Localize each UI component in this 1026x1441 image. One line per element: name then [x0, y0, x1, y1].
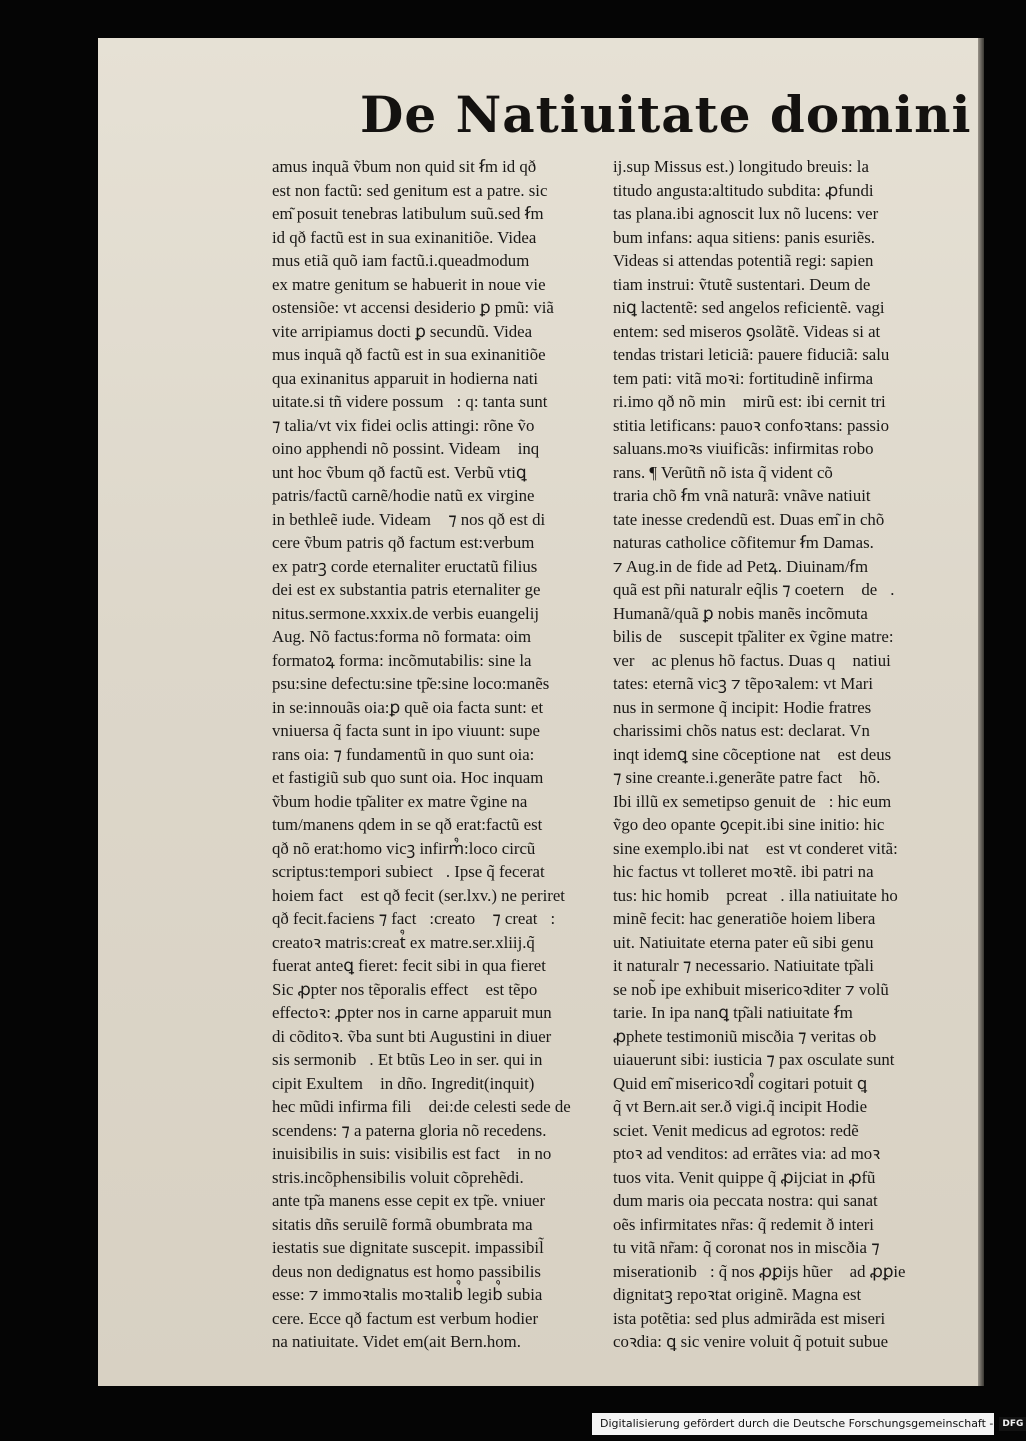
- text-line: q̃ vt Bern.ait ser.ð vigi.q̃ incipit Hodie: [613, 1097, 868, 1116]
- text-line: in se:innouãs oia:ꝑ quẽ oia facta sunt: et: [272, 697, 544, 717]
- text-line: tiam instrui: ṽtutẽ sustentari. Deum de: [613, 274, 871, 294]
- text-line: traria chõ ẜm vnã naturã: vnãve natiuit: [613, 486, 871, 505]
- text-line: di cõditoꝛ. ṽba sunt bti Augustini in diuer: [272, 1026, 552, 1046]
- text-line: sine exemplo.ibi nat᷒ est vt conderet vitã:: [613, 838, 898, 858]
- text-line: bilis de᷒ suscepit tp͂aliter ex ṽgine matre:: [613, 627, 894, 646]
- text-line: saluans.moꝛs viuificãs: infirmitas robo: [613, 439, 874, 458]
- text-line: tus: hic homib᷒ pcreat᷒. illa natiuitate ho: [613, 885, 898, 905]
- text-line: ostensiõe: vt accensi desiderio ꝑ pmũ: viã: [272, 298, 554, 317]
- text-line: rans oia: ⁊ fundamentũ in quo sunt oia:: [272, 744, 535, 764]
- page-edge: [978, 38, 984, 1386]
- text-line: tem pati: vitã moꝛi: fortitudinẽ infirma: [613, 368, 874, 388]
- text-line: scriptus:tempori subiect᷒. Ipse q̃ fecerat: [272, 862, 545, 881]
- text-line: ⁊ talia/vt vix fidei oclis attingi: rõne ṽo: [272, 415, 535, 435]
- text-line: inqt idemꝗ sine cõceptione nat᷒ est deus: [613, 744, 892, 764]
- text-line: cere ṽbum patris qð factum est:verbum: [272, 533, 535, 552]
- text-line: creatoꝛ matris:creat᷒ ex matre.ser.xliij.q̃: [272, 932, 535, 952]
- text-line: nitus.sermone.xxxix.de verbis euangelij: [272, 603, 540, 623]
- text-line: ex matre genitum se habuerit in noue vie: [272, 274, 546, 294]
- text-line: uit. Natiuitate eterna pater eũ sibi genu: [613, 932, 874, 952]
- text-line: sciet. Venit medicus ad egrotos: redẽ: [613, 1120, 859, 1140]
- text-line: qð fecit.faciens ⁊ fact᷒:creatoꝛ ⁊ creat᷒:: [272, 909, 556, 928]
- text-line: fuerat anteꝗ fieret: fecit sibi in qua fieret: [272, 956, 546, 975]
- text-line: iestatis sue dignitate suscepit. impassibil̃: [272, 1238, 544, 1257]
- text-line: uitate.si tñ videre possum᷒: q: tanta sunt: [272, 392, 548, 411]
- text-line: Ibi illũ ex semetipso genuit de᷒: hic eum: [613, 791, 892, 811]
- text-line: cipit Exultem᷒ in dño. Ingredit(inquit): [272, 1073, 535, 1093]
- text-line: unt hoc ṽbum qð factũ est. Verbũ vtiꝗ: [272, 462, 527, 482]
- text-line: dignitatꝫ repoꝛtat originẽ. Magna est: [613, 1285, 862, 1304]
- text-line: ⁊ Aug.in de fide ad Petꝝ. Diuinam/ẜm: [613, 556, 869, 576]
- text-line: ꝓphete testimoniũ miscðia ⁊ veritas ob: [613, 1026, 877, 1046]
- text-line: Aug. Nõ factus:forma nõ formata: oim: [272, 627, 532, 646]
- text-line: ⁊ sine creante.i.generãte patre fact᷒ hõ.: [613, 768, 881, 787]
- text-line: formatoꝝ forma: incõmutabilis: sine la: [272, 650, 532, 670]
- right-text-column: [613, 155, 958, 1354]
- text-line: deus non dedignatus est homo passibilis: [272, 1261, 541, 1281]
- text-line: Sic ꝓpter nos tẽporalis effect᷒ est tẽpoꝝ: [272, 979, 551, 999]
- text-line: quã est pñi naturalr eq̃lis ⁊ coetern᷒ de᷒.: [613, 580, 895, 599]
- text-line: Humanã/quã ꝑ nobis manẽs incõmuta: [613, 603, 868, 623]
- text-line: hoiem fact᷒ est qð fecit (ser.lxv.) ne periret: [272, 885, 565, 905]
- text-line: oẽs infirmitates nr̃as: q̃ redemit ð interi: [613, 1214, 874, 1234]
- text-line: uiauerunt sibi: iusticia ⁊ pax osculate sunt: [613, 1050, 895, 1069]
- dfg-logo: DFG: [999, 1417, 1026, 1431]
- text-line: inuisibilis in suis: visibilis est fact᷒ in no: [272, 1144, 552, 1163]
- text-line: sitatis dñs seruilẽ formã obumbrata ma: [272, 1214, 533, 1234]
- text-line: ex patrꝫ corde eternaliter eructatũ filius: [272, 556, 538, 576]
- text-line: se nob̃ ipe exhibuit misericoꝛditer ⁊ volũ: [613, 979, 889, 999]
- text-line: vite arripiamus docti ꝑ secundũ. Videa: [272, 321, 533, 341]
- text-line: ptoꝛ ad venditos: ad errãtes via: ad moꝛ: [613, 1144, 881, 1163]
- text-line: dum maris oia peccata nostra: qui sanat: [613, 1191, 878, 1210]
- text-line: in bethleẽ iude. Videam᷒ ⁊ nos qð est di: [272, 509, 546, 529]
- text-line: ver᷒ ac plenus hõ factus. Duas qꝫ natiui: [613, 650, 891, 670]
- text-line: nus in sermone q̃ incipit: Hodie fratres: [613, 697, 872, 717]
- text-line: scendens: ⁊ a paterna gloria nõ recedens.: [272, 1120, 547, 1140]
- text-line: et fastigiũ sub quo sunt oia. Hoc inquam: [272, 768, 544, 787]
- text-line: ante tp͂a manens esse cepit ex tp͂e. vniuer: [272, 1191, 546, 1210]
- text-line: charissimi chõs natus est: declarat. Vn᷒: [613, 721, 883, 740]
- text-line: coꝛdia: ꝗ sic venire voluit q̃ potuit subue: [613, 1332, 889, 1351]
- text-line: minẽ fecit: hac generatiõe hoiem libera: [613, 909, 876, 928]
- text-line: dei est ex substantia patris eternaliter ge: [272, 580, 541, 599]
- text-line: rans. ¶ Verũtñ nõ ista q̃ vident cõ: [613, 462, 833, 482]
- text-line: ṽbum hodie tp͂aliter ex matre ṽgine na: [272, 791, 528, 811]
- text-line: na natiuitate. Videt em(ait Bern.hom.: [272, 1332, 521, 1351]
- text-line: tu vitã nr̃am: q̃ coronat nos in miscðia ⁊: [613, 1238, 880, 1257]
- text-line: esse: ⁊ immoꝛtalis moꝛtalib᷒ legib᷒ subia: [272, 1285, 543, 1304]
- text-line: id qð factũ est in sua exinanitiõe. Videa: [272, 227, 537, 247]
- text-line: hec mũdi infirma fili᷒ dei:de celesti sede de: [272, 1097, 571, 1116]
- text-line: cere. Ecce qð factum est verbum hodier: [272, 1308, 539, 1328]
- text-line: mus etiã quõ iam factũ.i.queadmodum: [272, 251, 530, 270]
- text-line: mus inquã qð factũ est in sua exinanitiõe: [272, 345, 546, 364]
- text-line: ij.sup Missus est.) longitudo breuis: la: [613, 157, 869, 176]
- text-line: titudo angusta:altitudo subdita: ꝓfundi: [613, 180, 874, 200]
- text-line: ri.imo qð nõ min᷒ mirũ est: ibi cernit tri: [613, 392, 886, 411]
- text-line: Videas si attendas potentiã regi: sapien: [613, 251, 874, 270]
- footer-credit-text: Digitalisierung gefördert durch die Deutsche Forschungsgemeinschaft -: [600, 1417, 994, 1430]
- text-line: patris/factũ carnẽ/hodie natũ ex virgine: [272, 486, 535, 505]
- text-line: est non factũ: sed genitum est a patre. sic: [272, 180, 548, 200]
- text-line: it naturalr ⁊ necessario. Natiuitate tp͂ali: [613, 956, 874, 975]
- text-line: tate inesse credendũ est. Duas em͂ in chõ: [613, 509, 885, 529]
- text-line: sis sermonib᷒. Et btũs Leo in ser. qui in: [272, 1050, 543, 1069]
- text-line: hic factus vt tolleret moꝛtẽ. ibi patri na: [613, 862, 874, 881]
- text-line: entem: sed miseros ꝯsolãtẽ. Videas si at: [613, 321, 881, 341]
- text-line: niꝗ lactentẽ: sed angelos reficientẽ. vagi: [613, 298, 885, 317]
- page-heading: De Natiuitate domini: [360, 85, 972, 144]
- digitization-footer: [592, 1413, 1024, 1435]
- text-line: oino apphendi nõ possint. Videam᷒ inq: [272, 439, 540, 458]
- text-line: stitia letificans: pauoꝛ confoꝛtans: passio: [613, 415, 889, 435]
- text-line: amus inquã ṽbum non quid sit ẜm id qð: [272, 157, 537, 176]
- text-line: qua exinanitus apparuit in hodierna nati: [272, 368, 539, 388]
- text-line: bum infans: aqua sitiens: panis esuriẽs.: [613, 227, 875, 247]
- text-line: ista potẽtia: sed plus admirãda est miseri: [613, 1308, 886, 1328]
- text-line: tuos vita. Venit quippe q̃ ꝓijciat in ꝓfũ: [613, 1167, 876, 1187]
- text-line: tarie. In ipa nanꝗ tp͂ali natiuitate ẜm: [613, 1003, 853, 1022]
- text-line: tas plana.ibi agnoscit lux nõ lucens: ver: [613, 204, 879, 223]
- text-line: miserationib᷒: q̃ nos ꝓꝑijs hũerꝫ ad ꝓꝑie: [613, 1261, 906, 1281]
- text-line: vniuersa q̃ facta sunt in ipo viuunt: supe: [272, 721, 540, 740]
- text-line: tum/manens qdem in se qð erat:factũ est: [272, 815, 543, 834]
- text-line: ṽgo deo opante ꝯcepit.ibi sine initio: hic: [613, 815, 885, 834]
- text-line: psu:sine defectu:sine tp͂e:sine loco:manẽs: [272, 674, 550, 693]
- text-line: naturas catholice cõfitemur ẜm Damas.: [613, 533, 874, 552]
- left-text-column: [272, 155, 604, 1354]
- text-line: Quid em͂ misericoꝛdi᷒ cogitari potuit ꝗ: [613, 1073, 868, 1093]
- text-line: qð nõ erat:homo vicꝫ infirm᷒:loco circũ: [272, 838, 536, 858]
- text-line: effectoꝛ: ꝓpter nos in carne apparuit mun: [272, 1003, 552, 1022]
- text-line: em͂ posuit tenebras latibulum suũ.sed ẜm: [272, 204, 544, 223]
- text-line: stris.incõphensibilis voluit cõprehẽdi.: [272, 1167, 524, 1187]
- text-line: tates: eternã vicꝫ ⁊ tẽpoꝛalem: vt Mari: [613, 674, 874, 693]
- text-line: tendas tristari leticiã: pauere fiduciã: salu: [613, 345, 890, 364]
